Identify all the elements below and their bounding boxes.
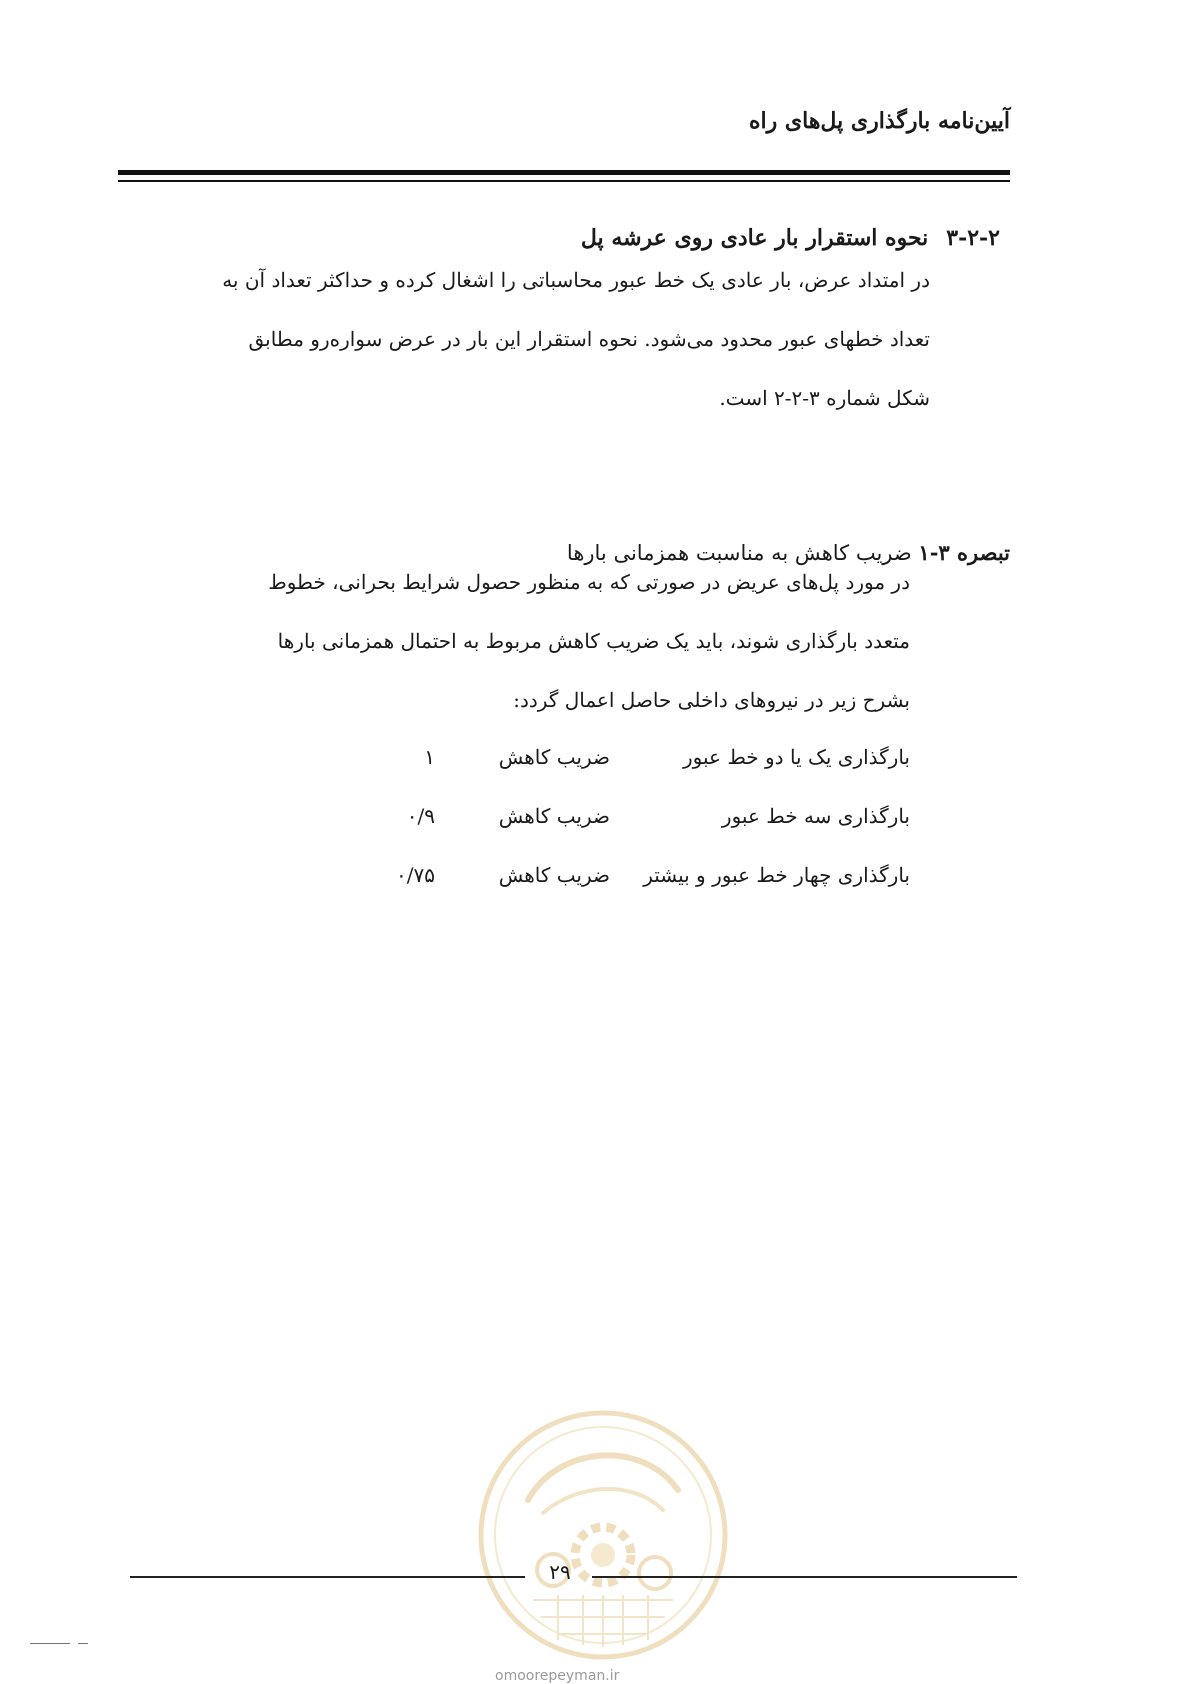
section-paragraph-line-3: شکل شماره ۳-۲-۲ است. (719, 386, 930, 410)
note-paragraph-line-2: متعدد بارگذاری شوند، باید یک ضریب کاهش مربوط به احتمال همزمانی بارها (277, 629, 910, 653)
note-paragraph-line-1: در مورد پل‌های عریض در صورتی که به منظور حصول شرایط بحرانی، خطوط (268, 570, 910, 594)
factor-value: ۱ (424, 745, 435, 769)
section-heading (581, 225, 1000, 251)
footer-rule-left (130, 1576, 525, 1578)
watermark-logo (473, 1405, 733, 1665)
header-rule-thick (118, 170, 1010, 175)
section-paragraph-line-1: در امتداد عرض، بار عادی یک خط عبور محاسباتی را اشغال کرده و حداکثر تعداد آن به (222, 268, 930, 292)
factor-label: ضریب کاهش (498, 804, 610, 828)
factor-label: ضریب کاهش (498, 863, 610, 887)
section-title: نحوه استقرار بار عادی روی عرشه پل (580, 225, 929, 251)
section-number: ۳-۲-۲ (946, 225, 1000, 251)
factor-case: بارگذاری چهار خط عبور و بیشتر (643, 863, 910, 887)
header-rule-thin (118, 180, 1010, 182)
factor-row (370, 863, 910, 897)
note-title: ضریب کاهش به مناسبت همزمانی بارها (566, 541, 912, 565)
scan-mark (78, 1643, 88, 1644)
page-number: ۲۹ (549, 1560, 571, 1584)
scan-mark (30, 1643, 70, 1644)
factor-case: بارگذاری سه خط عبور (721, 804, 910, 828)
factor-case: بارگذاری یک یا دو خط عبور (683, 745, 910, 769)
note-heading (567, 540, 1010, 565)
running-header: آیین‌نامه بارگذاری پل‌های راه (748, 108, 1010, 134)
footer-rule-right (592, 1576, 1017, 1578)
factor-row (370, 804, 910, 838)
factor-value: ۰/۷۵ (396, 863, 435, 887)
factor-row (370, 745, 910, 779)
factor-value: ۰/۹ (406, 804, 435, 828)
factor-label: ضریب کاهش (498, 745, 610, 769)
note-paragraph-line-3: بشرح زیر در نیروهای داخلی حاصل اعمال گردد: (513, 688, 910, 712)
section-paragraph-line-2: تعداد خطهای عبور محدود می‌شود. نحوه استقرار این بار در عرض سواره‌رو مطابق (248, 327, 930, 351)
note-label: تبصره ۳-۱ (918, 540, 1010, 565)
watermark-url: omoorepeyman.ir (495, 1668, 620, 1684)
